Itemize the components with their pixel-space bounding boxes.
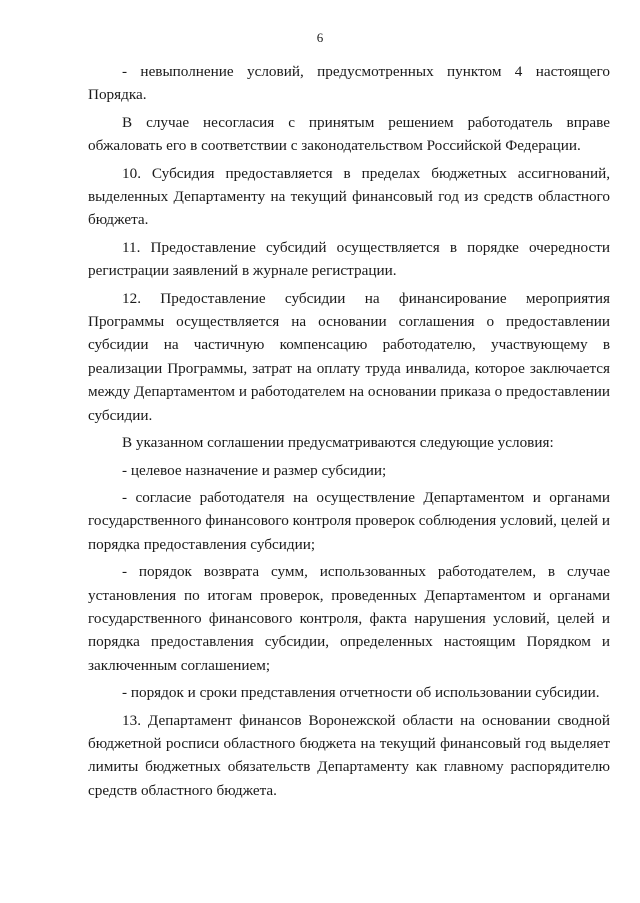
page-number: 6 — [316, 30, 324, 45]
paragraph-13: 13. Департамент финансов Воронежской области на основании сводной бюджетной росписи областного бюджета на текущий финансовый год выделяет лимиты бюджетных обязательств Департаменту как главному распорядителю средств областного бюджета. — [88, 711, 610, 799]
document-body — [88, 60, 610, 802]
paragraph-disagreement: В случае несогласия с принятым решением работодатель вправе обжаловать его в соответствии с законодательством Российской Федерации. — [88, 113, 610, 155]
list-item-consent: - согласие работодателя на осуществление Департаментом и органами государственного финансового контроля проверок соблюдения условий, целей и порядка предоставления субсидии; — [88, 488, 610, 553]
paragraph-11: 11. Предоставление субсидий осуществляется в порядке очередности регистрации заявлений в журнале регистрации. — [88, 238, 610, 280]
paragraph-10: 10. Субсидия предоставляется в пределах бюджетных ассигнований, выделенных Департаменту на текущий финансовый год из средств областного бюджета. — [88, 164, 610, 229]
paragraph-agreement-conditions: В указанном соглашении предусматриваются следующие условия: — [122, 434, 554, 452]
list-item-reporting: - порядок и сроки представления отчетности об использовании субсидии. — [122, 684, 600, 702]
list-item-purpose: - целевое назначение и размер субсидии; — [122, 461, 387, 479]
paragraph-12: 12. Предоставление субсидии на финансирование мероприятия Программы осуществляется на основании соглашения о предоставлении субсидии на частичную компенсацию работодателю, участвующему в реализации Программы, затрат на оплату труда инвалида, которое заключается между Департаментом и работодателем на основании приказа о предоставлении субсидии. — [88, 289, 610, 424]
paragraph-nonfulfillment: - невыполнение условий, предусмотренных пунктом 4 настоящего Порядка. — [88, 63, 610, 104]
list-item-refund: - порядок возврата сумм, использованных работодателем, в случае установления по итогам проверок, проведенных Департаментом и органами государственного финансового контроля, факта нарушения условий, целей и порядка предоставления субсидии, определенных настоящим Порядком и заключенным соглашением; — [88, 563, 610, 674]
